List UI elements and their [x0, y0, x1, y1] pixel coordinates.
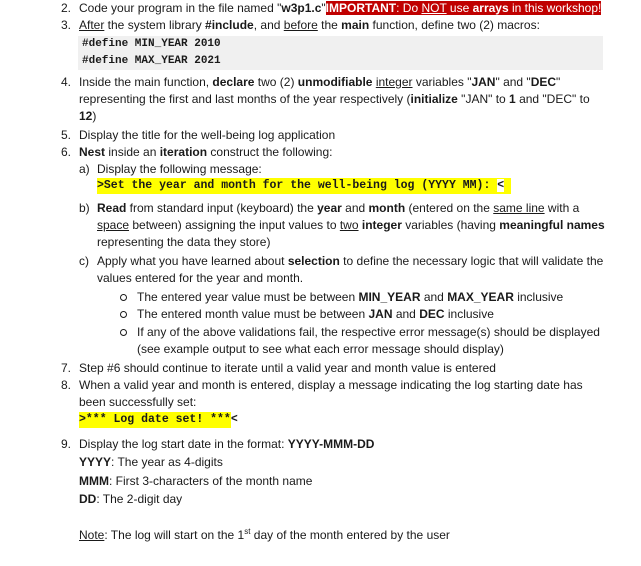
item-5-text: Display the title for the well-being log application	[79, 128, 336, 142]
item-2-number: 2.	[61, 1, 72, 15]
item-8-line-1: When a valid year and month is entered, display a message indicating the log starting date has	[79, 378, 583, 392]
item-4-line-1: Inside the main function, declare two (2) unmodifiable integer variables "JAN" and "DEC"	[79, 75, 561, 89]
bullet-icon	[120, 329, 127, 336]
sub-b-label: b)	[79, 201, 90, 215]
item-6-number: 6.	[61, 145, 72, 159]
validation-year: The entered year value must be between MIN_YEAR and MAX_YEAR inclusive	[137, 290, 564, 304]
validation-errors-line-2: (see example output to see what each error message should display)	[137, 342, 504, 356]
sub-c-label: c)	[79, 254, 89, 268]
sub-a-label: a)	[79, 162, 90, 176]
item-8-line-2: been successfully set:	[79, 395, 197, 409]
note: Note: The log will start on the 1st day of the month entered by the user	[79, 527, 450, 542]
item-4-number: 4.	[61, 75, 72, 89]
item-7-text: Step #6 should continue to iterate until a valid year and month value is entered	[79, 361, 496, 375]
item-3-text: After the system library #include, and before the main function, define two (2) macros:	[79, 18, 540, 32]
sub-b-line-3: representing the data they store)	[97, 235, 271, 249]
bullet-icon	[120, 311, 127, 318]
log-set-message: >*** Log date set! ***<	[79, 413, 238, 426]
item-9-text: Display the log start date in the format: YYYY-MMM-DD	[79, 437, 375, 451]
validation-errors: If any of the above validations fail, the respective error message(s) should be displayed	[137, 325, 600, 339]
sub-c-line-2: values entered for the year and month.	[97, 271, 304, 285]
sub-b-line-1: Read from standard input (keyboard) the year and month (entered on the same line with a	[97, 201, 580, 215]
bullet-icon	[120, 294, 127, 301]
macro-code-line-1: #define MIN_YEAR 2010	[78, 36, 603, 53]
validation-month: The entered month value must be between JAN and DEC inclusive	[137, 307, 494, 321]
item-4-line-2: representing the first and last months of the year respectively (initialize "JAN" to 1 and "DEC" to	[79, 92, 590, 106]
prompt-message: >Set the year and month for the well-being log (YYYY MM): <	[97, 179, 505, 192]
item-2-text: Code your program in the file named "w3p1.c"IMPORTANT: Do NOT use arrays in this workshop!	[79, 1, 602, 15]
sub-b-line-2: space between) assigning the input values to two integer variables (having meaningful names	[97, 218, 605, 232]
format-mmm: MMM: First 3-characters of the month name	[79, 474, 313, 488]
sub-a-text: Display the following message:	[97, 162, 262, 176]
item-8-number: 8.	[61, 378, 72, 392]
item-7-number: 7.	[61, 361, 72, 375]
macro-code-line-2: #define MAX_YEAR 2021	[78, 53, 603, 70]
item-5-number: 5.	[61, 128, 72, 142]
format-yyyy: YYYY: The year as 4-digits	[79, 455, 223, 469]
format-dd: DD: The 2-digit day	[79, 492, 183, 506]
item-6-text: Nest inside an iteration construct the following:	[79, 145, 333, 159]
item-4-line-3: 12)	[79, 109, 97, 123]
sub-c-line-1: Apply what you have learned about selection to define the necessary logic that will validate the	[97, 254, 604, 268]
important-badge: IMPORTANT: Do NOT use arrays in this workshop!	[325, 1, 602, 15]
item-3-number: 3.	[61, 18, 72, 32]
item-9-number: 9.	[61, 437, 72, 451]
